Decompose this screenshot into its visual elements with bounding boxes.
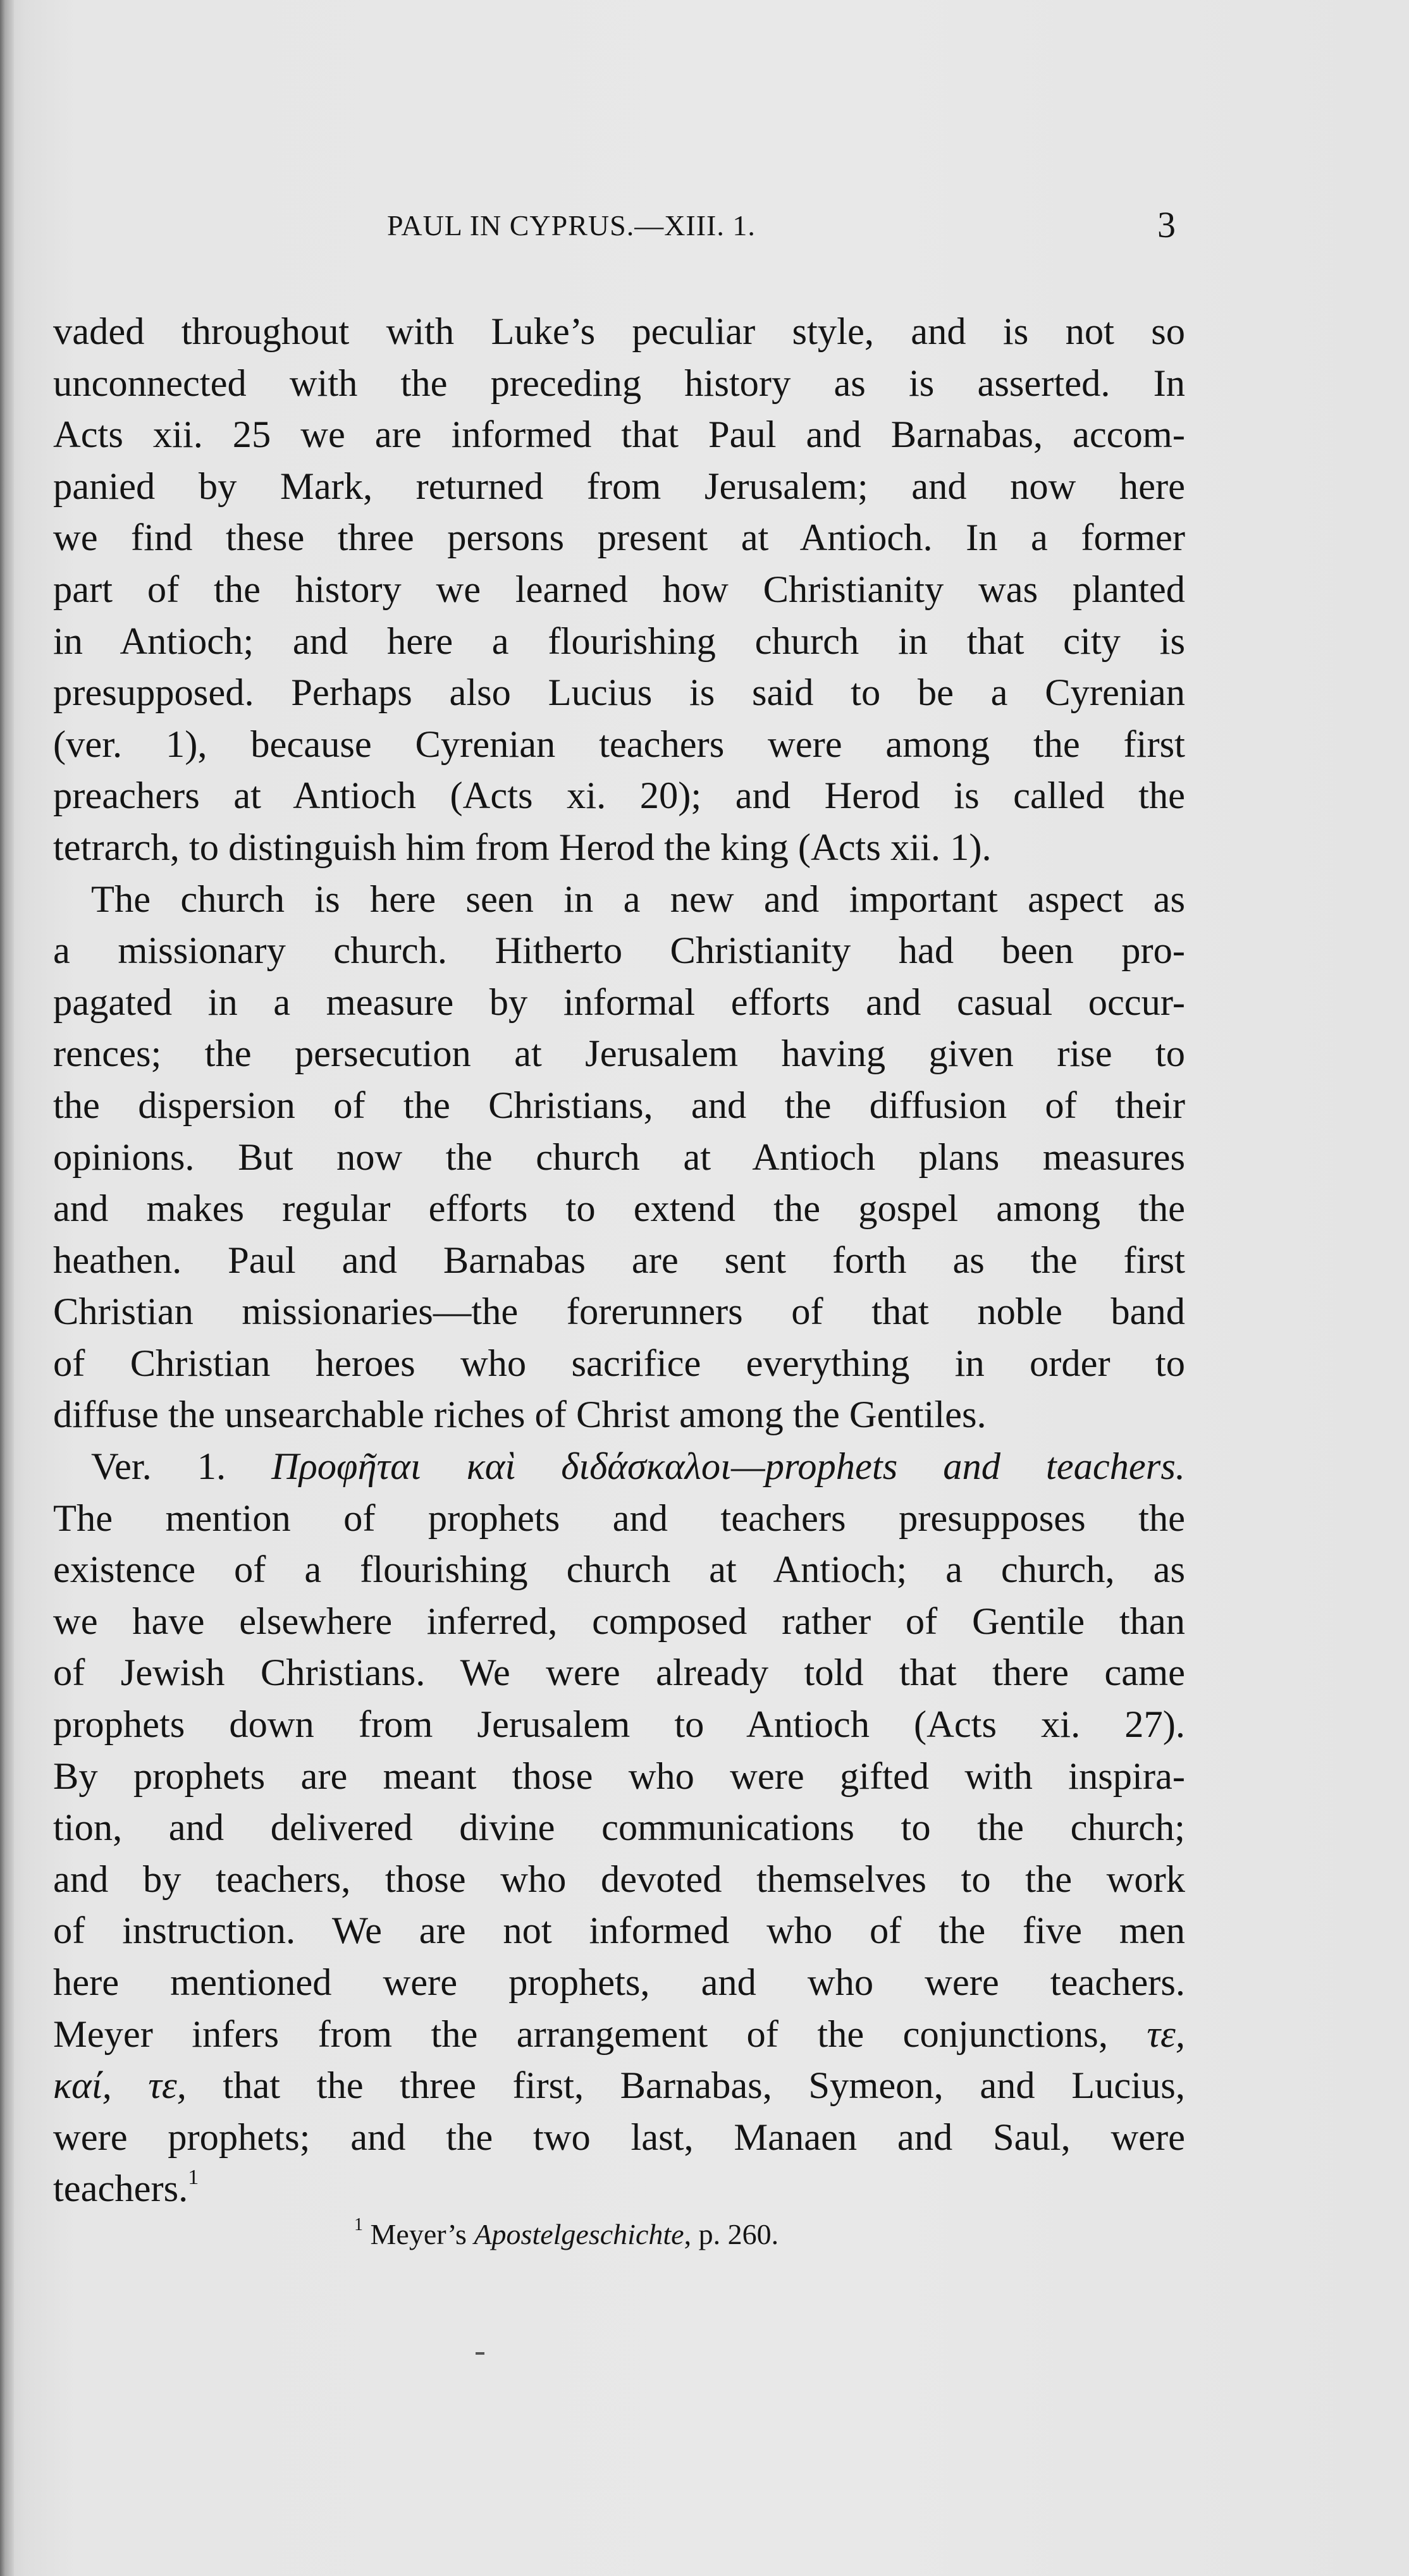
text-line: of Christian heroes who sacrifice everything in order to [53,1342,1185,1385]
greek-phrase: Προφῆται καὶ διδάσκαλοι [271,1445,731,1488]
text-line: existence of a flourishing church at Antioch; a church, as [53,1549,1185,1592]
text-line: and makes regular efforts to extend the gospel among the [53,1187,1185,1230]
footnote-page: , p. 260. [684,2218,779,2250]
text-line [53,2060,1185,2112]
paragraph-start-line: The church is here seen in a new and important aspect as [91,878,1185,921]
page-number: 3 [1157,204,1176,245]
text-line [53,2163,1185,2215]
footnote [354,2214,1240,2252]
text-line: we have elsewhere inferred, composed rather of Gentile than [53,1600,1185,1643]
greek-conjunction: καί, τε, [53,2064,187,2107]
text-line: of instruction. We are not informed who of the five men [53,1910,1185,1953]
footnote-title: Apostelgeschichte [474,2218,684,2250]
text-line: pagated in a measure by informal efforts and casual occur- [53,981,1185,1024]
footnote-reference[interactable]: 1 [188,2166,199,2190]
text-line [53,2009,1185,2061]
text-line: (ver. 1), because Cyrenian teachers were among the first [53,723,1185,766]
footnote-marker: 1 [354,2214,363,2235]
text-line: prophets down from Jerusalem to Antioch (Acts xi. 27). [53,1703,1185,1746]
printer-dash-mark [476,2352,484,2355]
running-title: PAUL IN CYPRUS.—XIII. 1. [387,209,756,242]
verse-reference: Ver. 1. [91,1445,272,1488]
text-line: diffuse the unsearchable riches of Christ among the Gentiles. [53,1394,987,1437]
running-head [0,204,1409,259]
footnote-author: Meyer’s [370,2218,467,2250]
text-line: vaded throughout with Luke’s peculiar style, and is not so [53,310,1185,353]
text-line: were prophets; and the two last, Manaen and Saul, were [53,2116,1185,2159]
text-line: rences; the persecution at Jerusalem having given rise to [53,1033,1185,1076]
text-line: Acts xii. 25 we are informed that Paul and Barnabas, accom- [53,414,1185,457]
text-line: Christian missionaries—the forerunners of that noble band [53,1291,1185,1334]
text-line: in Antioch; and here a flourishing church in that city is [53,620,1185,663]
text-line: unconnected with the preceding history as is asserted. In [53,362,1185,405]
text-line: here mentioned were prophets, and who were teachers. [53,1961,1185,2004]
text-line: tion, and delivered divine communications to the church; [53,1806,1185,1849]
verse-translation: —prophets and teachers. [730,1445,1185,1488]
text-line: panied by Mark, returned from Jerusalem; and now here [53,465,1185,508]
text-line: presupposed. Perhaps also Lucius is said to be a Cyrenian [53,672,1185,715]
text-line: The mention of prophets and teachers presupposes the [53,1497,1185,1540]
verse-heading-line [53,1441,1185,1493]
text-segment: teachers. [53,2168,188,2211]
text-line: part of the history we learned how Christianity was planted [53,568,1185,611]
text-line: heathen. Paul and Barnabas are sent forth as the first [53,1239,1185,1282]
text-line: and by teachers, those who devoted themselves to the work [53,1858,1185,1901]
text-segment: that the three first, Barnabas, Symeon, and Lucius, [186,2064,1185,2107]
text-line: By prophets are meant those who were gifted with inspira- [53,1755,1185,1798]
greek-conjunction: τε, [1147,2013,1185,2056]
text-line: the dispersion of the Christians, and the diffusion of their [53,1084,1185,1127]
text-line: preachers at Antioch (Acts xi. 20); and Herod is called the [53,775,1185,818]
body-text [53,306,1185,2215]
text-line: we find these three persons present at Antioch. In a former [53,517,1185,560]
page-gutter-shadow [0,0,14,2576]
text-line: of Jewish Christians. We were already told that there came [53,1652,1185,1695]
text-segment: Meyer infers from the arrangement of the conjunctions, [53,2013,1147,2056]
text-line: tetrarch, to distinguish him from Herod the king (Acts xii. 1). [53,826,992,869]
text-line: opinions. But now the church at Antioch plans measures [53,1136,1185,1179]
text-line: a missionary church. Hitherto Christianity had been pro- [53,929,1185,972]
